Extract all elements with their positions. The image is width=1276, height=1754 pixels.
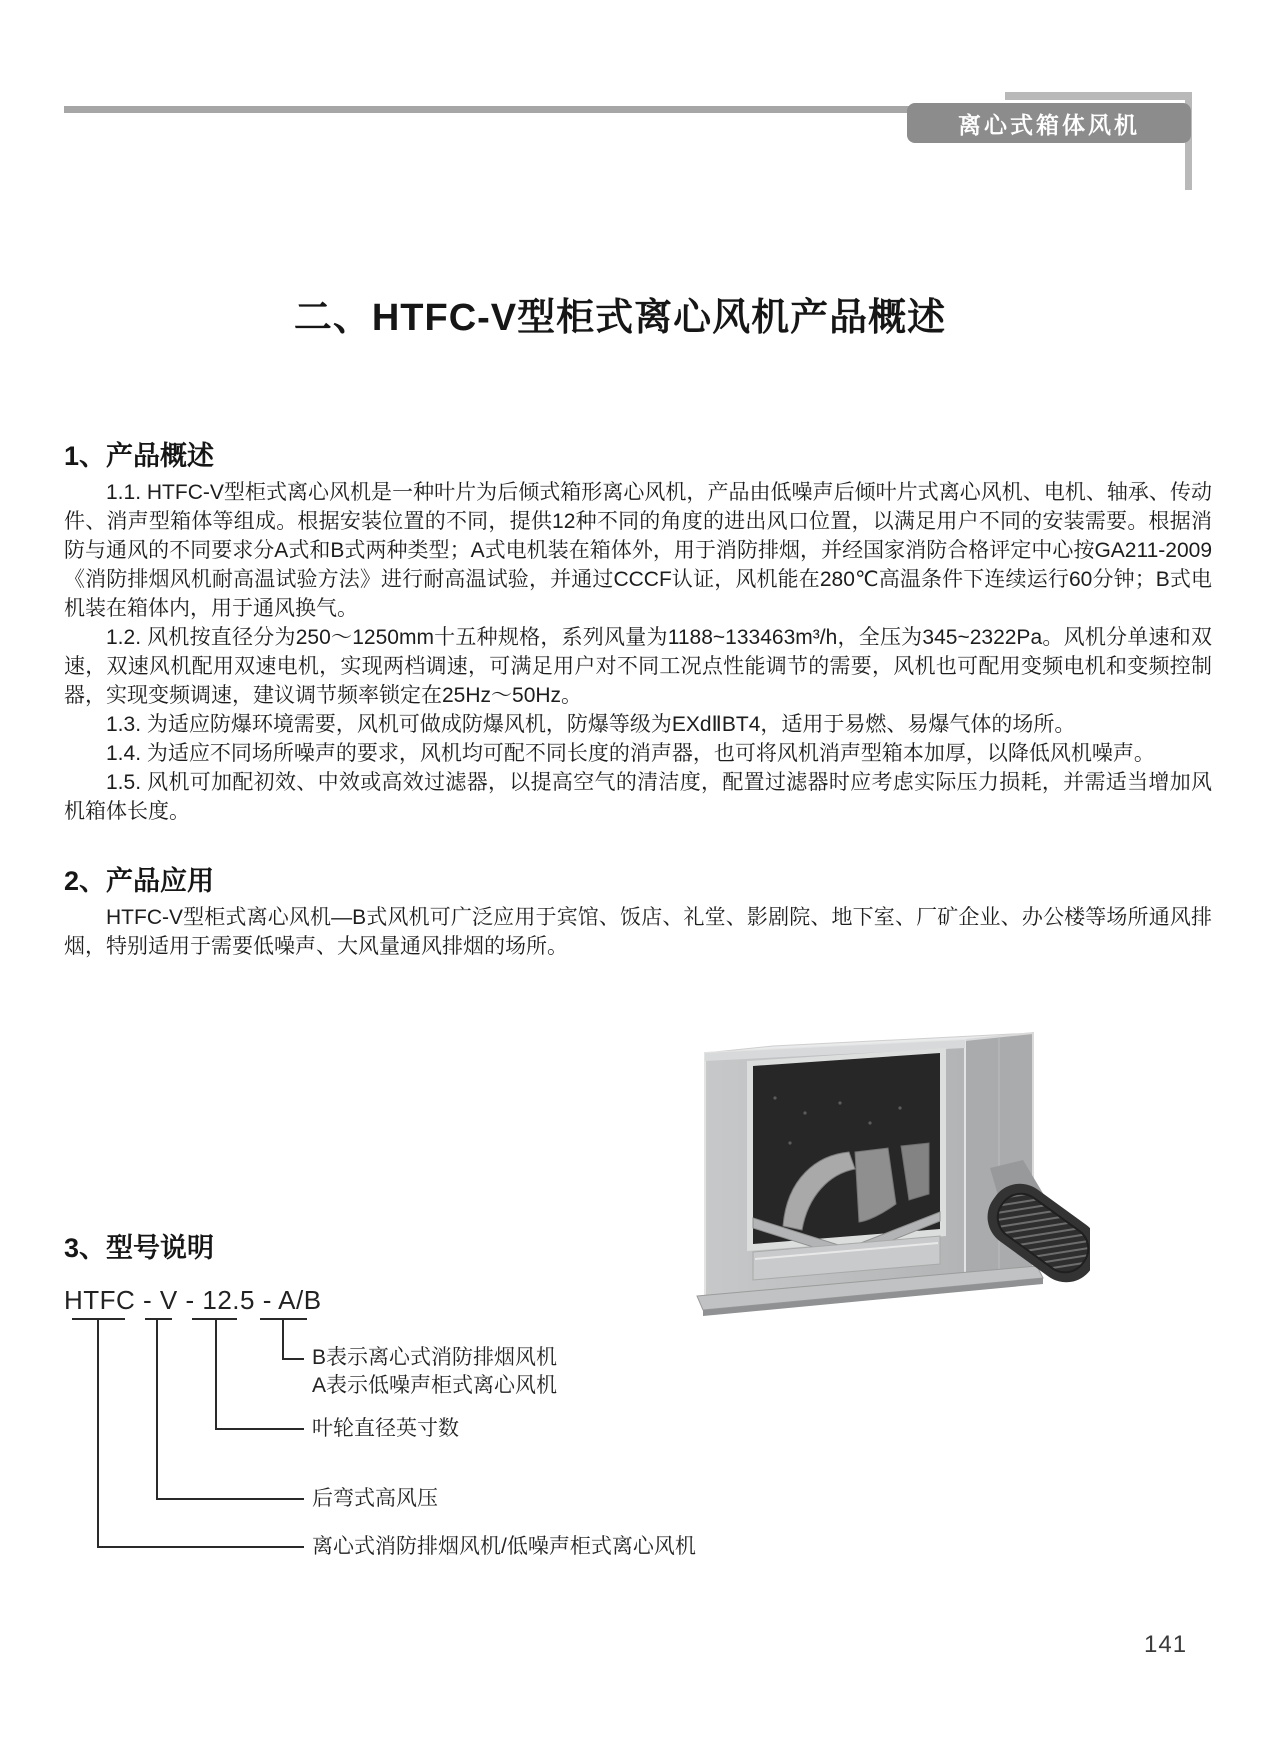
paragraph-2-1: HTFC-V型柜式离心风机—B式风机可广泛应用于宾馆、饭店、礼堂、影剧院、地下室、厂矿企业、办公楼等场所通风排烟，特别适用于需要低噪声、大风量通风排烟的场所。 bbox=[64, 906, 1212, 958]
model-connector-v bbox=[156, 1498, 304, 1500]
model-label-impeller: 叶轮直径英寸数 bbox=[312, 1417, 459, 1440]
section-2-body bbox=[64, 903, 1212, 961]
model-leg-diameter bbox=[215, 1318, 217, 1430]
model-connector-diameter bbox=[215, 1428, 304, 1430]
paragraph-1-2: 1.2. 风机按直径分为250～1250mm十五种规格，系列风量为1188~133463m³/h，全压为345~2322Pa。风机分单速和双速，双速风机配用双速电机，实现两档调速，可满足用户对不同工况点性能调节的需要，风机也可配用变频电机和变频控制器，实现变频调速，建议调节频率锁定在25Hz～50Hz。 bbox=[64, 626, 1212, 707]
model-connector-ab bbox=[282, 1358, 304, 1360]
section-1-heading: 1、产品概述 bbox=[64, 441, 215, 471]
section-3-heading: 3、型号说明 bbox=[64, 1233, 215, 1263]
page-number: 141 bbox=[1144, 1631, 1188, 1658]
model-connector-htfc bbox=[97, 1546, 304, 1548]
paragraph-1-3: 1.3. 为适应防爆环境需要，风机可做成防爆风机，防爆等级为EXdⅡBT4，适用于易燃、易爆气体的场所。 bbox=[106, 713, 1076, 736]
model-leg-v bbox=[156, 1318, 158, 1500]
model-leg-ab bbox=[282, 1318, 284, 1360]
category-badge-label: 离心式箱体风机 bbox=[958, 111, 1140, 138]
page-title: 二、HTFC-V型柜式离心风机产品概述 bbox=[293, 297, 947, 339]
model-underline-v bbox=[145, 1318, 172, 1320]
model-leg-htfc bbox=[97, 1318, 99, 1548]
model-label-v: 后弯式高风压 bbox=[312, 1487, 438, 1510]
model-label-ab bbox=[312, 1344, 557, 1400]
model-code: HTFC - V - 12.5 - A/B bbox=[64, 1285, 322, 1315]
product-image bbox=[655, 1028, 1090, 1320]
model-label-ab-b: B表示离心式消防排烟风机 bbox=[312, 1346, 558, 1369]
paragraph-1-1: 1.1. HTFC-V型柜式离心风机是一种叶片为后倾式箱形离心风机，产品由低噪声后倾叶片式离心风机、电机、轴承、传动件、消声型箱体等组成。根据安装位置的不同，提供12种不同的角度的进出风口位置，以满足用户不同的安装需要。根据消防与通风的不同要求分A式和B式两种类型；A式电机装在箱体外，用于消防排烟，并经国家消防合格评定中心按GA211-2009《消防排烟风机耐高温试验方法》进行耐高温试验，并通过CCCF认证，风机能在280℃高温条件下连续运行60分钟；B式电机装在箱体内，用于通风换气。 bbox=[64, 481, 1212, 620]
model-label-ab-a: A表示低噪声柜式离心风机 bbox=[312, 1374, 558, 1397]
section-2-heading: 2、产品应用 bbox=[64, 866, 215, 896]
section-1-body bbox=[64, 478, 1212, 826]
header-accent-bar bbox=[1005, 92, 1192, 100]
model-label-series: 离心式消防排烟风机/低噪声柜式离心风机 bbox=[312, 1535, 696, 1558]
paragraph-1-4: 1.4. 为适应不同场所噪声的要求，风机均可配不同长度的消声器，也可将风机消声型箱本加厚，以降低风机噪声。 bbox=[106, 742, 1155, 765]
paragraph-1-5: 1.5. 风机可加配初效、中效或高效过滤器，以提高空气的清洁度，配置过滤器时应考虑实际压力损耗，并需适当增加风机箱体长度。 bbox=[64, 771, 1212, 823]
category-badge bbox=[907, 103, 1191, 143]
fan-illustration bbox=[655, 1028, 1090, 1320]
